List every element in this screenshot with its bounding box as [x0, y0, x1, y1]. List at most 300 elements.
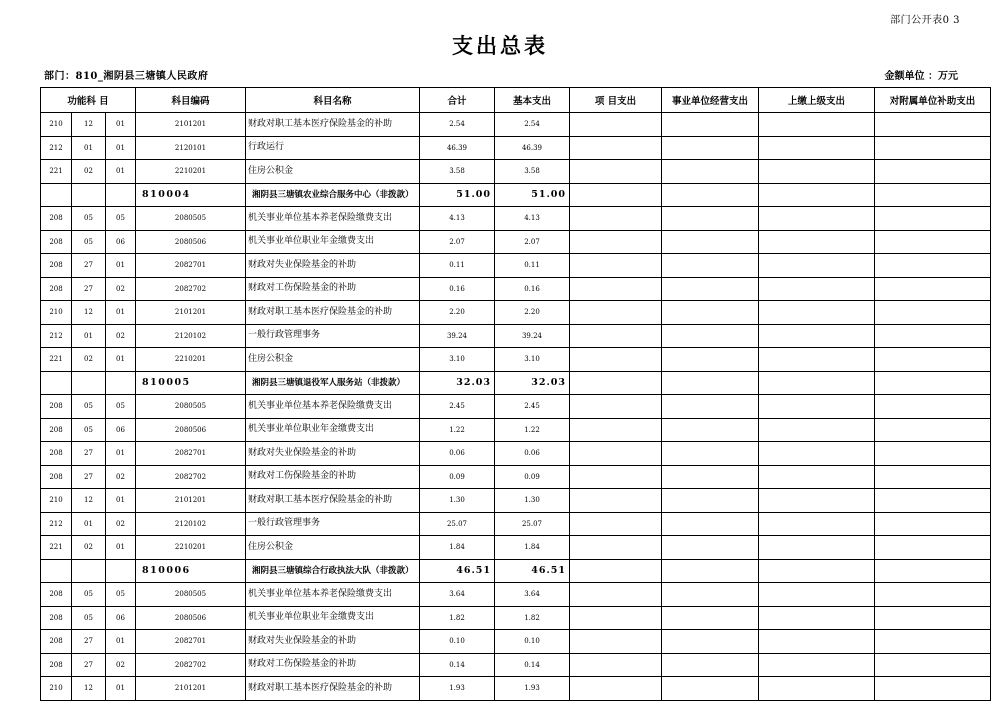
project-cell	[570, 395, 662, 419]
subsidy-cell	[875, 489, 991, 513]
project-cell	[570, 324, 662, 348]
function-subitem-cell: 02	[106, 653, 136, 677]
business-cell	[662, 442, 759, 466]
subject-code-cell: 2120102	[136, 512, 246, 536]
project-cell	[570, 207, 662, 231]
basic-cell: 3.10	[495, 348, 570, 372]
basic-cell: 1.82	[495, 606, 570, 630]
function-class-cell: 208	[41, 254, 72, 278]
subject-code-cell: 2120102	[136, 324, 246, 348]
basic-cell: 32.03	[495, 371, 570, 395]
function-class-cell: 208	[41, 653, 72, 677]
remit-cell	[759, 606, 875, 630]
subject-code-cell: 2080505	[136, 207, 246, 231]
basic-cell: 0.11	[495, 254, 570, 278]
remit-cell	[759, 207, 875, 231]
function-item-cell: 27	[72, 254, 106, 278]
col-header-subsidy: 对附属单位补助支出	[875, 88, 991, 113]
function-subitem-cell: 05	[106, 207, 136, 231]
subject-name-cell: 机关事业单位基本养老保险缴费支出	[246, 395, 420, 419]
function-item-cell: 01	[72, 512, 106, 536]
basic-cell: 1.22	[495, 418, 570, 442]
business-cell	[662, 207, 759, 231]
col-header-function: 功能科 目	[41, 88, 136, 113]
table-row	[41, 395, 991, 419]
subject-name-cell: 财政对工伤保险基金的补助	[246, 277, 420, 301]
subject-name-cell: 财政对失业保险基金的补助	[246, 442, 420, 466]
subsidy-cell	[875, 465, 991, 489]
basic-cell: 46.51	[495, 559, 570, 583]
project-cell	[570, 254, 662, 278]
function-class-cell: 208	[41, 442, 72, 466]
col-header-project: 项 目支出	[570, 88, 662, 113]
subject-name-cell: 财政对失业保险基金的补助	[246, 630, 420, 654]
subsidy-cell	[875, 207, 991, 231]
subsidy-cell	[875, 183, 991, 207]
basic-cell: 39.24	[495, 324, 570, 348]
table-row	[41, 583, 991, 607]
project-cell	[570, 536, 662, 560]
function-subitem-cell: 01	[106, 301, 136, 325]
basic-cell: 1.93	[495, 677, 570, 701]
col-header-code: 科目编码	[136, 88, 246, 113]
subject-name-cell: 财政对职工基本医疗保险基金的补助	[246, 113, 420, 137]
subject-code-cell: 2082701	[136, 442, 246, 466]
business-cell	[662, 418, 759, 442]
function-subitem-cell: 01	[106, 489, 136, 513]
basic-cell: 51.00	[495, 183, 570, 207]
total-cell: 2.20	[420, 301, 495, 325]
total-cell: 1.82	[420, 606, 495, 630]
remit-cell	[759, 371, 875, 395]
function-subitem-cell: 05	[106, 583, 136, 607]
function-item	[72, 371, 106, 395]
total-cell: 1.30	[420, 489, 495, 513]
subject-name-cell: 住房公积金	[246, 348, 420, 372]
basic-cell: 2.20	[495, 301, 570, 325]
business-cell	[662, 653, 759, 677]
basic-cell: 1.84	[495, 536, 570, 560]
subsidy-cell	[875, 442, 991, 466]
function-subitem-cell: 01	[106, 348, 136, 372]
total-cell: 25.07	[420, 512, 495, 536]
basic-cell: 2.54	[495, 113, 570, 137]
remit-cell	[759, 254, 875, 278]
subject-code-cell: 2210201	[136, 160, 246, 184]
subsidy-cell	[875, 160, 991, 184]
table-row	[41, 536, 991, 560]
business-cell	[662, 512, 759, 536]
function-item-cell: 05	[72, 395, 106, 419]
table-number: 部门公开表0 3	[890, 15, 960, 26]
remit-cell	[759, 230, 875, 254]
function-item-cell: 01	[72, 324, 106, 348]
total-cell: 1.84	[420, 536, 495, 560]
business-cell	[662, 630, 759, 654]
total-cell: 51.00	[420, 183, 495, 207]
subject-name-cell: 财政对职工基本医疗保险基金的补助	[246, 301, 420, 325]
unit-name-cell: 湘阴县三塘镇农业综合服务中心（非拨款）	[246, 183, 420, 207]
remit-cell	[759, 301, 875, 325]
remit-cell	[759, 395, 875, 419]
total-cell: 0.16	[420, 277, 495, 301]
business-cell	[662, 677, 759, 701]
remit-cell	[759, 630, 875, 654]
col-header-total: 合计	[420, 88, 495, 113]
function-item-cell: 27	[72, 630, 106, 654]
unit-name-cell: 湘阴县三塘镇退役军人服务站（非拨款）	[246, 371, 420, 395]
unit-subtotal-row	[41, 371, 991, 395]
function-item-cell: 02	[72, 536, 106, 560]
subject-name-cell: 财政对工伤保险基金的补助	[246, 653, 420, 677]
remit-cell	[759, 559, 875, 583]
remit-cell	[759, 136, 875, 160]
basic-cell: 3.58	[495, 160, 570, 184]
project-cell	[570, 512, 662, 536]
business-cell	[662, 489, 759, 513]
subject-code-cell: 2082701	[136, 254, 246, 278]
function-subitem	[106, 559, 136, 583]
table-row	[41, 230, 991, 254]
function-item-cell: 01	[72, 136, 106, 160]
table-row	[41, 465, 991, 489]
function-class-cell: 212	[41, 136, 72, 160]
total-cell: 0.06	[420, 442, 495, 466]
table-row	[41, 677, 991, 701]
unit-code-cell: 810004	[136, 183, 246, 207]
remit-cell	[759, 653, 875, 677]
function-class-cell: 221	[41, 160, 72, 184]
function-class-cell: 210	[41, 113, 72, 137]
remit-cell	[759, 465, 875, 489]
function-class-cell: 208	[41, 630, 72, 654]
function-class-cell: 208	[41, 465, 72, 489]
basic-cell: 4.13	[495, 207, 570, 231]
subject-name-cell: 机关事业单位职业年金缴费支出	[246, 230, 420, 254]
col-header-remit: 上缴上级支出	[759, 88, 875, 113]
table-row	[41, 277, 991, 301]
function-class-cell: 212	[41, 512, 72, 536]
subject-name-cell: 财政对职工基本医疗保险基金的补助	[246, 677, 420, 701]
function-class-cell: 208	[41, 418, 72, 442]
header-row	[41, 88, 991, 113]
remit-cell	[759, 160, 875, 184]
subject-code-cell: 2120101	[136, 136, 246, 160]
project-cell	[570, 183, 662, 207]
subject-code-cell: 2080506	[136, 606, 246, 630]
remit-cell	[759, 677, 875, 701]
function-class-cell: 208	[41, 583, 72, 607]
project-cell	[570, 230, 662, 254]
business-cell	[662, 277, 759, 301]
subsidy-cell	[875, 536, 991, 560]
project-cell	[570, 465, 662, 489]
total-cell: 3.64	[420, 583, 495, 607]
subsidy-cell	[875, 559, 991, 583]
subject-name-cell: 住房公积金	[246, 160, 420, 184]
function-class-cell: 208	[41, 606, 72, 630]
subsidy-cell	[875, 348, 991, 372]
subject-code-cell: 2101201	[136, 489, 246, 513]
remit-cell	[759, 348, 875, 372]
project-cell	[570, 606, 662, 630]
unit-code-cell: 810006	[136, 559, 246, 583]
table-row	[41, 207, 991, 231]
function-item-cell: 27	[72, 653, 106, 677]
function-item-cell: 05	[72, 418, 106, 442]
amount-unit-label: 金额单位 ：万元	[884, 71, 958, 82]
function-class-cell: 221	[41, 348, 72, 372]
table-row	[41, 489, 991, 513]
function-subitem	[106, 183, 136, 207]
basic-cell: 0.09	[495, 465, 570, 489]
subsidy-cell	[875, 630, 991, 654]
function-class	[41, 183, 72, 207]
function-class-cell: 208	[41, 395, 72, 419]
table-row	[41, 136, 991, 160]
subsidy-cell	[875, 512, 991, 536]
subsidy-cell	[875, 254, 991, 278]
function-item-cell: 27	[72, 465, 106, 489]
table-row	[41, 254, 991, 278]
function-class-cell: 210	[41, 301, 72, 325]
function-class-cell: 210	[41, 677, 72, 701]
function-subitem-cell: 01	[106, 536, 136, 560]
total-cell: 39.24	[420, 324, 495, 348]
subsidy-cell	[875, 371, 991, 395]
function-subitem-cell: 01	[106, 136, 136, 160]
total-cell: 1.93	[420, 677, 495, 701]
subsidy-cell	[875, 606, 991, 630]
total-cell: 2.54	[420, 113, 495, 137]
subject-code-cell: 2080505	[136, 583, 246, 607]
total-cell: 3.10	[420, 348, 495, 372]
subject-code-cell: 2101201	[136, 113, 246, 137]
subject-code-cell: 2080506	[136, 418, 246, 442]
table-row	[41, 512, 991, 536]
business-cell	[662, 254, 759, 278]
project-cell	[570, 489, 662, 513]
function-item-cell: 12	[72, 113, 106, 137]
subject-name-cell: 行政运行	[246, 136, 420, 160]
function-item-cell: 27	[72, 442, 106, 466]
total-cell: 0.14	[420, 653, 495, 677]
project-cell	[570, 160, 662, 184]
function-class-cell: 212	[41, 324, 72, 348]
function-subitem-cell: 06	[106, 606, 136, 630]
expenditure-table	[40, 87, 991, 701]
basic-cell: 0.06	[495, 442, 570, 466]
project-cell	[570, 559, 662, 583]
business-cell	[662, 583, 759, 607]
subject-name-cell: 机关事业单位基本养老保险缴费支出	[246, 207, 420, 231]
function-subitem	[106, 371, 136, 395]
function-class-cell: 208	[41, 230, 72, 254]
subsidy-cell	[875, 113, 991, 137]
basic-cell: 46.39	[495, 136, 570, 160]
business-cell	[662, 324, 759, 348]
total-cell: 46.39	[420, 136, 495, 160]
function-class	[41, 559, 72, 583]
business-cell	[662, 536, 759, 560]
business-cell	[662, 348, 759, 372]
subject-code-cell: 2082701	[136, 630, 246, 654]
table-row	[41, 442, 991, 466]
remit-cell	[759, 442, 875, 466]
basic-cell: 0.10	[495, 630, 570, 654]
total-cell: 2.07	[420, 230, 495, 254]
subsidy-cell	[875, 583, 991, 607]
project-cell	[570, 630, 662, 654]
business-cell	[662, 113, 759, 137]
project-cell	[570, 301, 662, 325]
table-row	[41, 630, 991, 654]
basic-cell: 1.30	[495, 489, 570, 513]
business-cell	[662, 301, 759, 325]
function-item-cell: 02	[72, 160, 106, 184]
function-class-cell: 210	[41, 489, 72, 513]
subject-name-cell: 机关事业单位职业年金缴费支出	[246, 606, 420, 630]
total-cell: 3.58	[420, 160, 495, 184]
subject-name-cell: 住房公积金	[246, 536, 420, 560]
page-title: 支出总表	[452, 33, 548, 58]
table-row	[41, 606, 991, 630]
remit-cell	[759, 277, 875, 301]
function-item-cell: 05	[72, 583, 106, 607]
basic-cell: 3.64	[495, 583, 570, 607]
function-subitem-cell: 05	[106, 395, 136, 419]
remit-cell	[759, 489, 875, 513]
function-item-cell: 12	[72, 489, 106, 513]
subject-code-cell: 2101201	[136, 301, 246, 325]
subsidy-cell	[875, 418, 991, 442]
remit-cell	[759, 418, 875, 442]
unit-code-cell: 810005	[136, 371, 246, 395]
subject-code-cell: 2210201	[136, 348, 246, 372]
remit-cell	[759, 183, 875, 207]
subject-name-cell: 财政对职工基本医疗保险基金的补助	[246, 489, 420, 513]
function-item	[72, 183, 106, 207]
function-subitem-cell: 02	[106, 512, 136, 536]
basic-cell: 2.45	[495, 395, 570, 419]
function-item-cell: 02	[72, 348, 106, 372]
function-subitem-cell: 01	[106, 442, 136, 466]
department-label: 部门：810_湘阴县三塘镇人民政府	[44, 71, 209, 82]
function-item-cell: 12	[72, 301, 106, 325]
table-row	[41, 418, 991, 442]
subject-code-cell: 2082702	[136, 277, 246, 301]
project-cell	[570, 653, 662, 677]
total-cell: 1.22	[420, 418, 495, 442]
subject-name-cell: 机关事业单位职业年金缴费支出	[246, 418, 420, 442]
subject-name-cell: 财政对失业保险基金的补助	[246, 254, 420, 278]
col-header-name: 科目名称	[246, 88, 420, 113]
business-cell	[662, 465, 759, 489]
total-cell: 32.03	[420, 371, 495, 395]
function-item	[72, 559, 106, 583]
function-item-cell: 05	[72, 207, 106, 231]
project-cell	[570, 677, 662, 701]
function-subitem-cell: 01	[106, 677, 136, 701]
function-subitem-cell: 01	[106, 630, 136, 654]
project-cell	[570, 277, 662, 301]
remit-cell	[759, 536, 875, 560]
subsidy-cell	[875, 277, 991, 301]
project-cell	[570, 113, 662, 137]
function-subitem-cell: 02	[106, 324, 136, 348]
subject-name-cell: 一般行政管理事务	[246, 512, 420, 536]
project-cell	[570, 442, 662, 466]
subsidy-cell	[875, 653, 991, 677]
subject-name-cell: 机关事业单位基本养老保险缴费支出	[246, 583, 420, 607]
function-item-cell: 12	[72, 677, 106, 701]
basic-cell: 0.16	[495, 277, 570, 301]
total-cell: 0.10	[420, 630, 495, 654]
business-cell	[662, 160, 759, 184]
table-body	[41, 113, 991, 701]
function-item-cell: 27	[72, 277, 106, 301]
project-cell	[570, 583, 662, 607]
function-class-cell: 208	[41, 207, 72, 231]
function-class	[41, 371, 72, 395]
business-cell	[662, 606, 759, 630]
business-cell	[662, 371, 759, 395]
subject-name-cell: 财政对工伤保险基金的补助	[246, 465, 420, 489]
subject-code-cell: 2080505	[136, 395, 246, 419]
business-cell	[662, 183, 759, 207]
table-row	[41, 348, 991, 372]
function-subitem-cell: 02	[106, 465, 136, 489]
table-row	[41, 653, 991, 677]
project-cell	[570, 371, 662, 395]
unit-subtotal-row	[41, 559, 991, 583]
subsidy-cell	[875, 230, 991, 254]
subsidy-cell	[875, 677, 991, 701]
subject-code-cell: 2082702	[136, 653, 246, 677]
remit-cell	[759, 512, 875, 536]
subsidy-cell	[875, 301, 991, 325]
basic-cell: 0.14	[495, 653, 570, 677]
function-item-cell: 05	[72, 606, 106, 630]
total-cell: 0.09	[420, 465, 495, 489]
subsidy-cell	[875, 136, 991, 160]
table-row	[41, 301, 991, 325]
subsidy-cell	[875, 395, 991, 419]
project-cell	[570, 418, 662, 442]
function-subitem-cell: 02	[106, 277, 136, 301]
subject-code-cell: 2210201	[136, 536, 246, 560]
total-cell: 0.11	[420, 254, 495, 278]
business-cell	[662, 136, 759, 160]
total-cell: 2.45	[420, 395, 495, 419]
function-subitem-cell: 01	[106, 160, 136, 184]
project-cell	[570, 136, 662, 160]
subject-code-cell: 2082702	[136, 465, 246, 489]
business-cell	[662, 230, 759, 254]
subject-name-cell: 一般行政管理事务	[246, 324, 420, 348]
function-subitem-cell: 06	[106, 230, 136, 254]
total-cell: 46.51	[420, 559, 495, 583]
remit-cell	[759, 113, 875, 137]
basic-cell: 25.07	[495, 512, 570, 536]
business-cell	[662, 395, 759, 419]
table-row	[41, 113, 991, 137]
project-cell	[570, 348, 662, 372]
unit-subtotal-row	[41, 183, 991, 207]
function-subitem-cell: 06	[106, 418, 136, 442]
col-header-basic: 基本支出	[495, 88, 570, 113]
business-cell	[662, 559, 759, 583]
